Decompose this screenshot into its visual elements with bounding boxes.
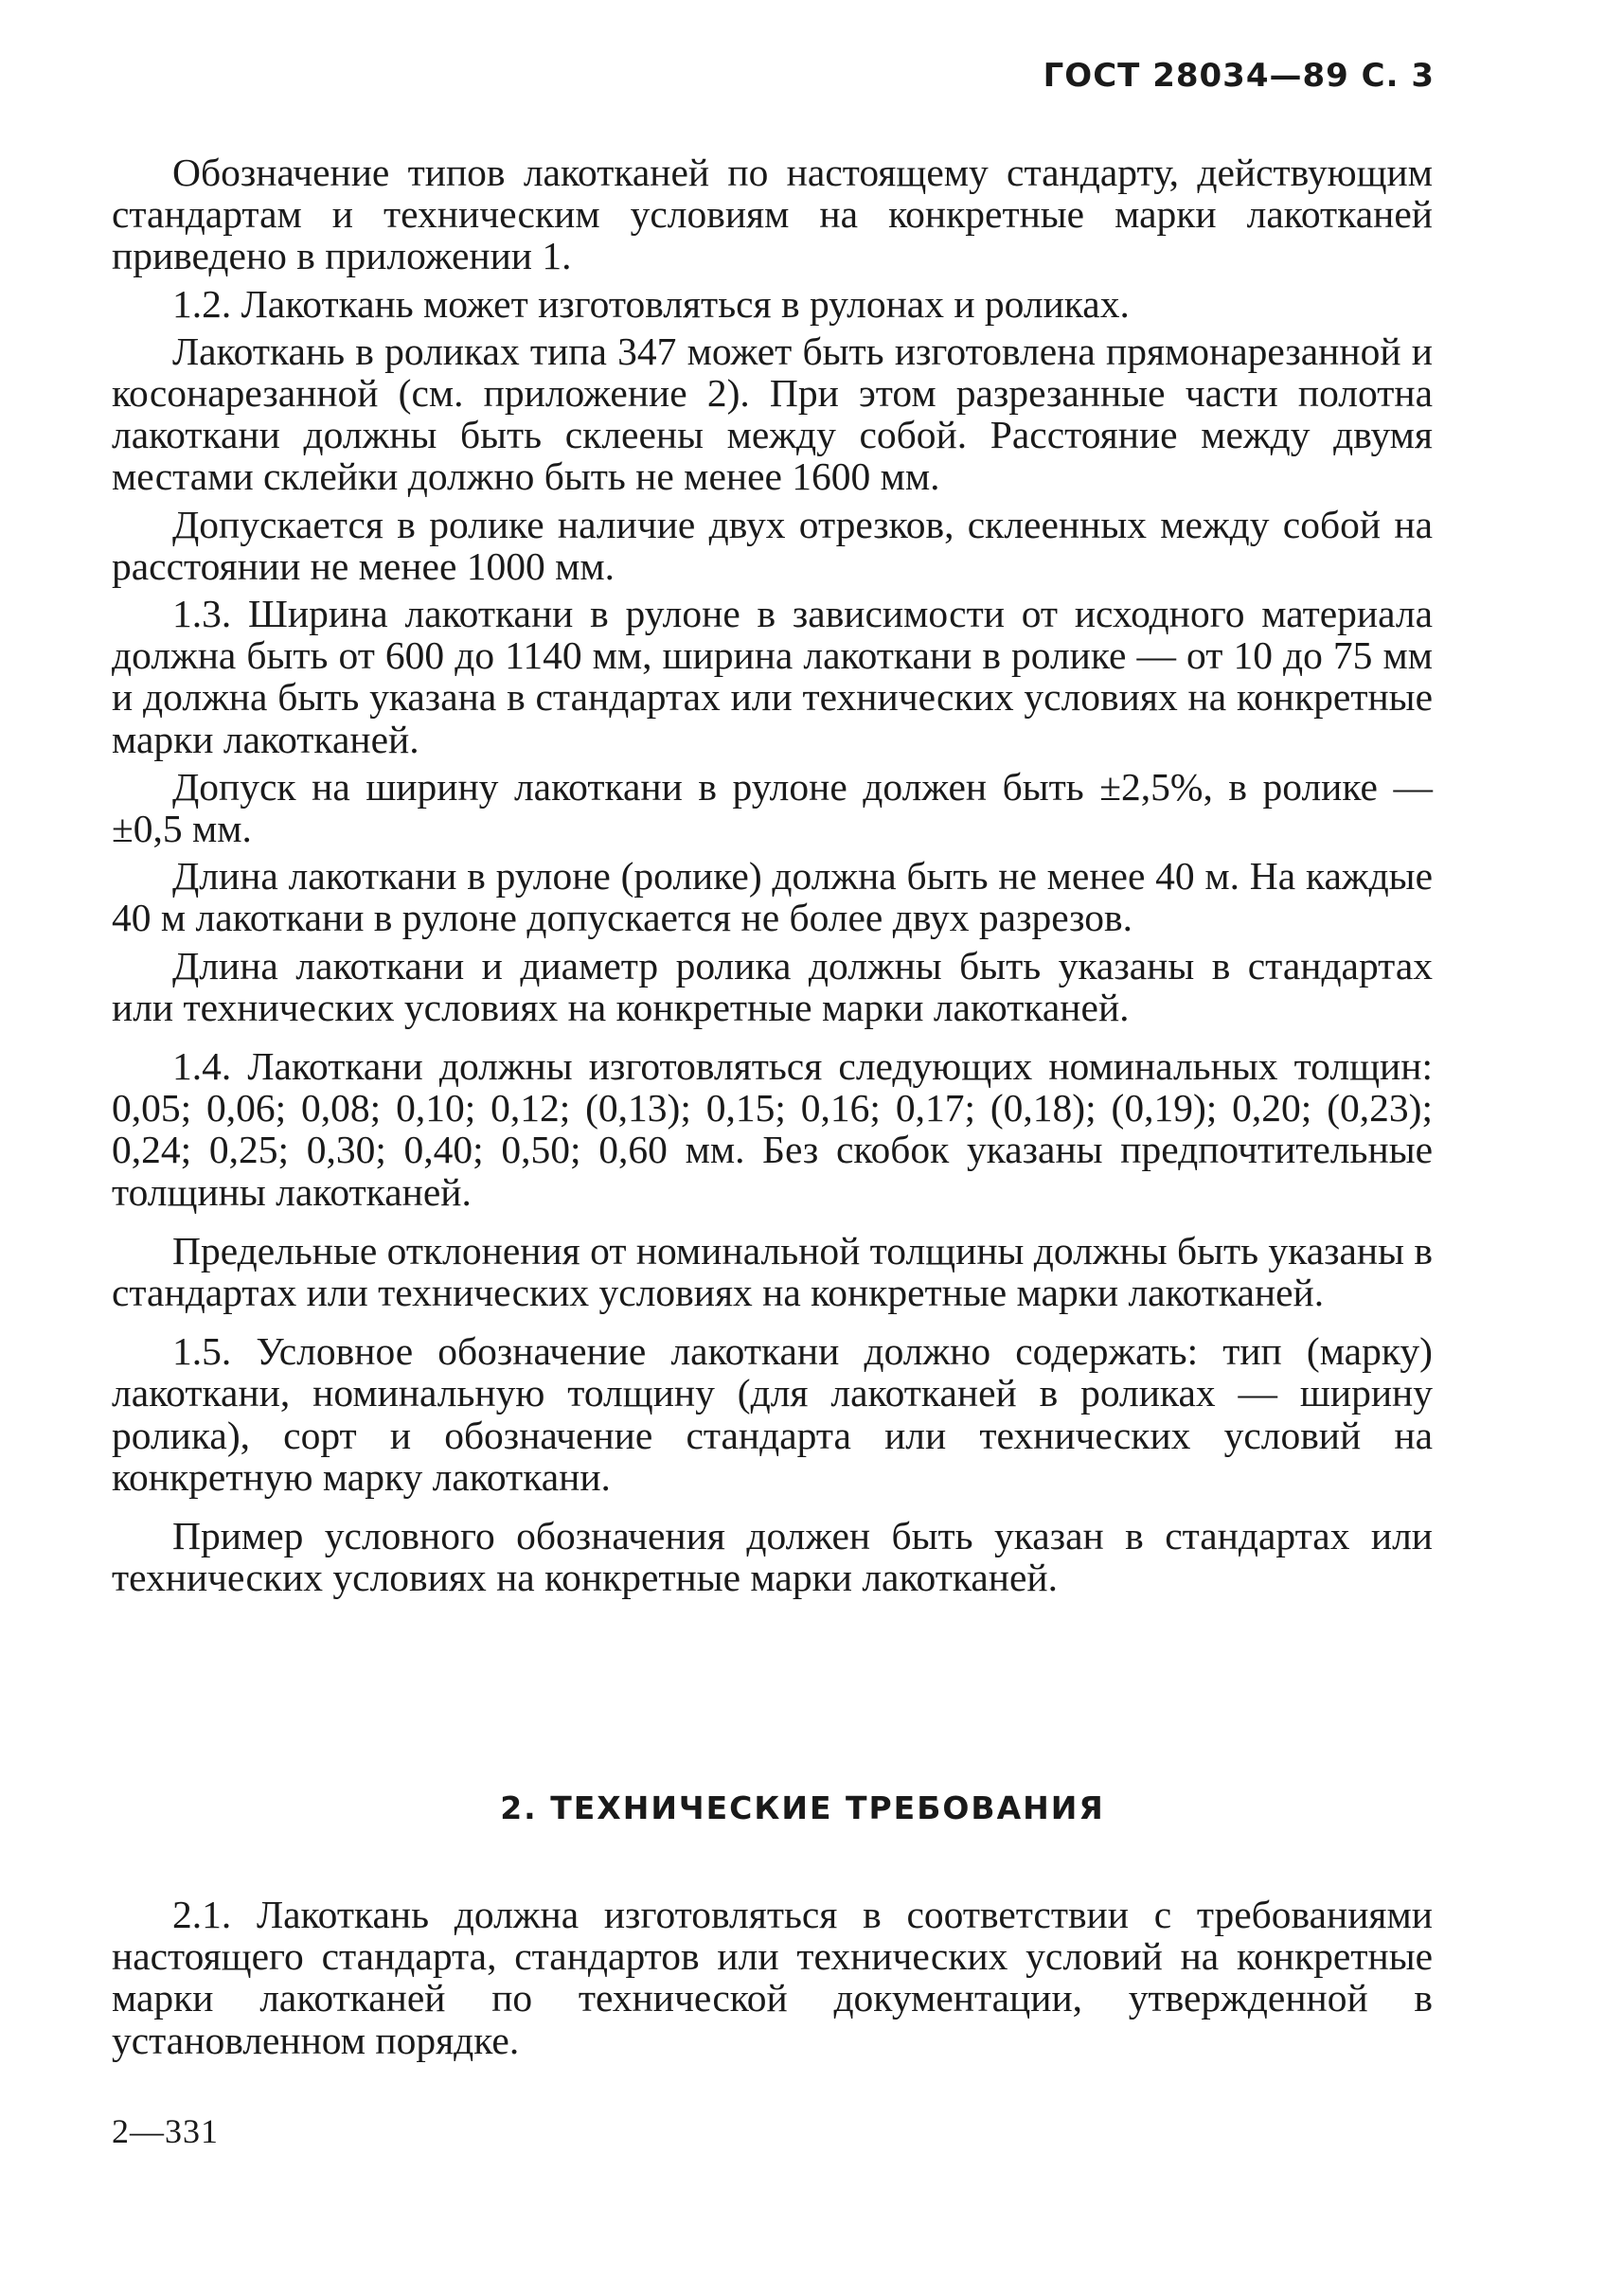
section-text: [112, 1894, 1433, 2061]
section-title: 2. ТЕХНИЧЕСКИЕ ТРЕБОВАНИЯ: [500, 1789, 1105, 1826]
paragraph-thickness-deviation: Предельные отклонения от номинальной толщины должны быть указаны в стандартах или технических условиях на конкретные марки лакотканей.: [112, 1228, 1433, 1315]
paragraph-1-2: 1.2. Лакоткань может изготовляться в рулонах и роликах.: [172, 281, 1130, 326]
paragraph-two-pieces: Допускается в ролике наличие двух отрезков, склеенных между собой на расстоянии не менее 1000 мм.: [112, 502, 1433, 588]
printer-signature: 2—331: [112, 2112, 219, 2150]
paragraph-designation-example: Пример условного обозначения должен быть указан в стандартах или технических условиях на конкретные марки лакотканей.: [112, 1514, 1433, 1600]
paragraph-1-4: 1.4. Лакоткани должны изготовляться следующих номинальных толщин: 0,05; 0,06; 0,08; 0,10; 0,12; (0,13); 0,15; 0,16; 0,17; (0,18); (0,19); 0,20; (0,23); 0,24; 0,25; 0,30; 0,40; 0,50; 0,60 мм. Без скобок указаны предпочтительные толщины лакотканей.: [112, 1044, 1433, 1214]
paragraph-length: Длина лакоткани в рулоне (ролике) должна быть не менее 40 м. На каждые 40 м лакоткани в рулоне допускается не более двух разрезов.: [112, 854, 1433, 940]
paragraph-width-tolerance: Допуск на ширину лакоткани в рулоне должен быть ±2,5%, в ролике — ±0,5 мм.: [112, 764, 1433, 851]
paragraph-designation: Обозначение типов лакотканей по настоящему стандарту, действующим стандартам и техническим условиям на конкретные марки лакотканей приведено в приложении 1.: [112, 151, 1433, 278]
body-text: [112, 151, 1433, 1599]
paragraph-1-3: 1.3. Ширина лакоткани в рулоне в зависимости от исходного материала должна быть от 600 до 1140 мм, ширина лакоткани в ролике — от 10 до 75 мм и должна быть указана в стандартах или технических условиях на конкретные марки лакотканей.: [112, 592, 1433, 761]
paragraph-1-5: 1.5. Условное обозначение лакоткани должно содержать: тип (марку) лакоткани, номинальную толщину (для лакотканей в роликах — ширину ролика), сорт и обозначение стандарта или технических условий на конкретную марку лакоткани.: [112, 1329, 1433, 1499]
paragraph-2-1: 2.1. Лакоткань должна изготовляться в соответствии с требованиями настоящего стандарта, стандартов или технических условий на конкретные марки лакотканей по технической документации, утвержденной в установленном порядке.: [112, 1893, 1433, 2062]
paragraph-rolls-type-347: Лакоткань в роликах типа 347 может быть изготовлена прямонарезанной и косонарезанной (см. приложение 2). При этом разрезанные части полотна лакоткани должны быть склеены между собой. Расстояние между двумя местами склейки должно быть не менее 1600 мм.: [112, 329, 1433, 499]
paragraph-length-diameter: Длина лакоткани и диаметр ролика должны быть указаны в стандартах или технических условиях на конкретные марки лакотканей.: [112, 943, 1433, 1029]
running-head: ГОСТ 28034—89 С. 3: [1043, 57, 1435, 95]
